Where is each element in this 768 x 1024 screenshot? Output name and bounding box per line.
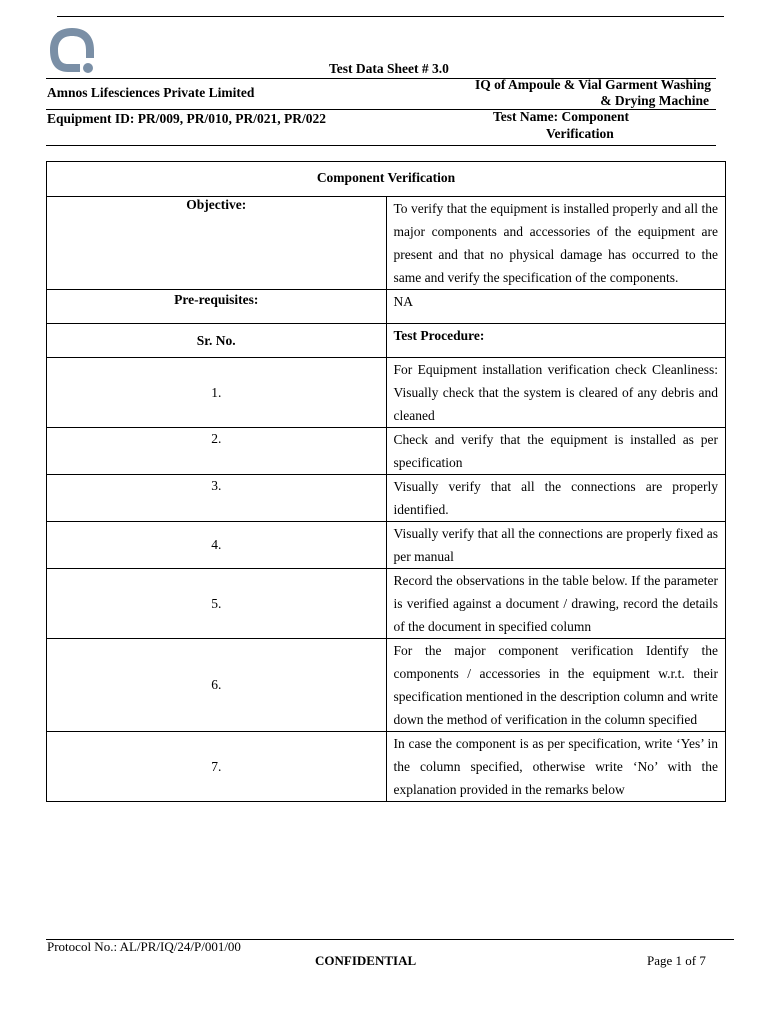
- page-number: Page 1 of 7: [647, 953, 706, 968]
- table-title-row: [47, 162, 726, 197]
- step-number: 7.: [47, 732, 387, 802]
- test-name-line2: Verification: [546, 126, 614, 141]
- step-number: 1.: [47, 358, 387, 428]
- component-verification-table: [46, 161, 726, 802]
- objective-label: Objective:: [47, 197, 387, 290]
- procedure-label: Test Procedure:: [386, 324, 726, 358]
- prereq-row: [47, 290, 726, 324]
- step-text: In case the component is as per specification, write ‘Yes’ in the column specified, otherwise write ‘No’ with the explanation provided in the remarks below: [386, 732, 726, 802]
- table-row: [47, 522, 726, 569]
- equipment-id: Equipment ID: PR/009, PR/010, PR/021, PR/022: [47, 111, 327, 126]
- srno-label: Sr. No.: [47, 324, 387, 358]
- protocol-title-line1: IQ of Ampoule & Vial Garment Washing: [474, 77, 711, 92]
- company-name: Amnos Lifesciences Private Limited: [47, 85, 255, 100]
- prereq-label: Pre-requisites:: [47, 290, 387, 324]
- table-row: [47, 475, 726, 522]
- table-row: [47, 428, 726, 475]
- table-row: [47, 732, 726, 802]
- table-row: [47, 639, 726, 732]
- table-row: [47, 569, 726, 639]
- objective-row: [47, 197, 726, 290]
- sheet-title: Test Data Sheet # 3.0: [329, 61, 449, 76]
- step-number: 3.: [47, 475, 387, 522]
- table-row: [47, 358, 726, 428]
- step-number: 4.: [47, 522, 387, 569]
- step-text: Check and verify that the equipment is installed as per specification: [386, 428, 726, 475]
- step-text: Visually verify that all the connections are properly identified.: [386, 475, 726, 522]
- step-text: For Equipment installation verification check Cleanliness: Visually check that the system is cleared of any debris and cleaned: [386, 358, 726, 428]
- confidential-label: CONFIDENTIAL: [315, 953, 417, 968]
- test-name-line1: Test Name: Component: [493, 109, 629, 124]
- step-number: 5.: [47, 569, 387, 639]
- table-title: Component Verification: [47, 162, 726, 197]
- procedure-header-row: [47, 324, 726, 358]
- protocol-number: Protocol No.: AL/PR/IQ/24/P/001/00: [47, 939, 241, 954]
- amnos-logo-icon: [46, 24, 98, 76]
- prereq-text: NA: [386, 290, 726, 324]
- protocol-title-line2: & Drying Machine: [600, 93, 709, 108]
- header-rule-3: [46, 145, 716, 146]
- step-number: 2.: [47, 428, 387, 475]
- top-rule: [57, 16, 724, 17]
- objective-text: To verify that the equipment is installed properly and all the major components and accessories of the equipment are present and that no physical damage has occurred to the same and verify the specification of the components.: [386, 197, 726, 290]
- step-text: Record the observations in the table below. If the parameter is verified against a document / drawing, record the details of the document in specified column: [386, 569, 726, 639]
- step-text: For the major component verification Identify the components / accessories in the equipment w.r.t. their specification mentioned in the description column and write down the method of verification in the column specified: [386, 639, 726, 732]
- step-text: Visually verify that all the connections are properly fixed as per manual: [386, 522, 726, 569]
- step-number: 6.: [47, 639, 387, 732]
